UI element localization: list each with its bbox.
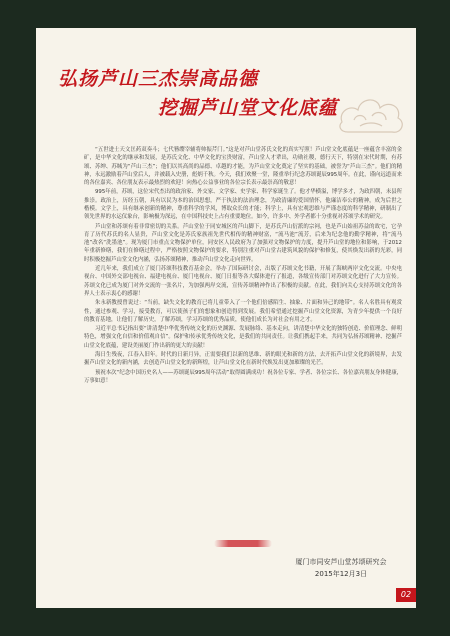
page-number: 02 — [396, 588, 416, 602]
paragraph: 朱永新教授曾说过：“当前，缺失文化的教育已将儿童带入了一个他们倍感陌生、抽象、片面和异己的地带”。名人名胜具有观赏性，通过参观、学习，接受教育，可以使孩子们的想象和创造得到发展。我们希望通过挖掘芦山堂文化资源，为青少年提供一个良好的教育基地，让他们了解历史，了解苏颂，学习苏颂的优秀品质，使他们成长为对社会有用之才。 — [84, 300, 402, 323]
signature-block — [266, 556, 416, 580]
title-line-2: 挖掘芦山堂文化底蕴 — [158, 97, 339, 119]
paragraph: 海日生残夜，江春入旧年。时代的日新月异，正需要我们以新的思维、新的眼光和新的方法，去开拓芦山堂文化的新境界，去发掘芦山堂文化的新内涵，去创造芦山堂文化的新辉煌，让芦山堂文化在新时代焕发出更加璀璨的光芒。 — [84, 352, 402, 367]
paragraph: 芦山堂和苏颂有着非常密切的关系。芦山堂位于同安城区的芦山脚下，是苏氏芦山衍派的宗祠，也是芦山始祖苏益的故宅，它孕育了历代苏氏的名人显贵，芦山堂文化是苏氏家族祖先世代相传的精神财富，“流马池”流芳，后来为纪念他的勤学精神，将“流马池”改名“洗墨池”。现为厦门市重点文物保护单位，同安区人民政府为了加强对文物保护的力度，提升芦山堂的地位和影响，于2012年重新修缮，我们在修缮过程中，严格按照文物保护的要求，特别注重对芦山堂古建筑风貌的保护和修复，使其焕发出新的光彩，同时积极挖掘芦山堂文化内涵，弘扬苏颂精神，推动芦山堂文化走向世界。 — [84, 223, 402, 263]
cloud-ornament-icon — [336, 82, 408, 140]
signature-organization: 厦门市同安芦山堂苏颂研究会 — [295, 558, 387, 566]
paragraph: 习近平总书记指出要“讲清楚中华优秀传统文化的历史渊源、发展脉络、基本走向，讲清楚中华文化的独特创造、价值理念、鲜明特色，增强文化自信和价值观自信”。保护和传承优秀传统文化，是我们的共同责任。让我们携起手来，共同为弘扬苏颂精神、挖掘芦山堂文化底蕴，建设美丽厦门作出新的更大的贡献！ — [84, 326, 402, 349]
article-body — [84, 146, 402, 387]
magazine-page — [36, 28, 416, 608]
red-seal-stamp — [214, 540, 272, 547]
title-line-1: 弘扬芦山三杰崇高品德 — [58, 68, 259, 90]
signature-date: 2015年12月3日 — [314, 570, 368, 578]
paragraph: 预祝本次“纪念中国历史名人——苏颂诞辰995周年活动”取得圆满成功！祝各位专家、学者、各位宗长、各位嘉宾朋友身体健康，万事如意！ — [84, 369, 402, 385]
paragraph: 近几年来，我们成立了厦门苏颂科技教育基金会，举办了国际研讨会，出版了苏颂文化书籍，开展了海峡两岸文化交流。中央电视台、中国外交部电视台、福建电视台、厦门电视台、厦门日报等各大媒体进行了报道，各级宣传部门对苏颂文化进行了大力宣传。苏颂文化已成为厦门对外交流的一张名片，为加强两岸交流，宣传苏颂精神作出了积极的贡献。在此，我们向关心支持苏颂文化的各界人士表示衷心的感谢！ — [84, 266, 402, 297]
paragraph: “五世进士天文匡药双奏斗；七代簪缨宰辅将帅振芹门。”这是对芦山堂苏氏文化的真实写照！芦山堂文化底蕴是一座蕴含丰富的金矿，是中华文化的继承和发展，是苏氏文化、中华文化的宝贵财富，芦山堂人才辈出，功勋社稷，德行天下，特别在宋代时期，有苏颂、苏绅、苏缄为“芦山三杰”；他们以其高尚的品德、卓越的才能，为芦山堂文化奠定了坚实的基础，被誉为“芦山三杰”。他们的精神，永远激励着芦山堂后人，并被载入史册，彪炳千秋。今天，我们欢聚一堂，隆重举行纪念苏颂诞辰995周年。在此，谨向远道而来的各位嘉宾、各位朋友表示最热烈的欢迎！向热心公益事业的各位宗长表示最崇高的敬意！ — [84, 147, 402, 186]
paragraph: 995年前，苏颂，这位宋代杰出的政治家、外交家、文学家、史学家、科学家诞生了。他才华横溢，博学多才，为政四朝，未县所推崇。政治上，历经五朝，具有以民为本的治国思想，严于执法的法治理念，为政清廉的爱国情怀，他廉洁奉公的精神，成为后世之楷模。文学上，具有继承创新的精神，尊重科学的学风，博取众长的才能；科学上，具有宏观思维与严谨态度的科学精神，研制出了领先世界的水运仪象台，影响极为深远，在中国科技史上占有重要地位。如今，许多中、外学者都十分重视对苏颂学术的研究。 — [84, 189, 402, 221]
